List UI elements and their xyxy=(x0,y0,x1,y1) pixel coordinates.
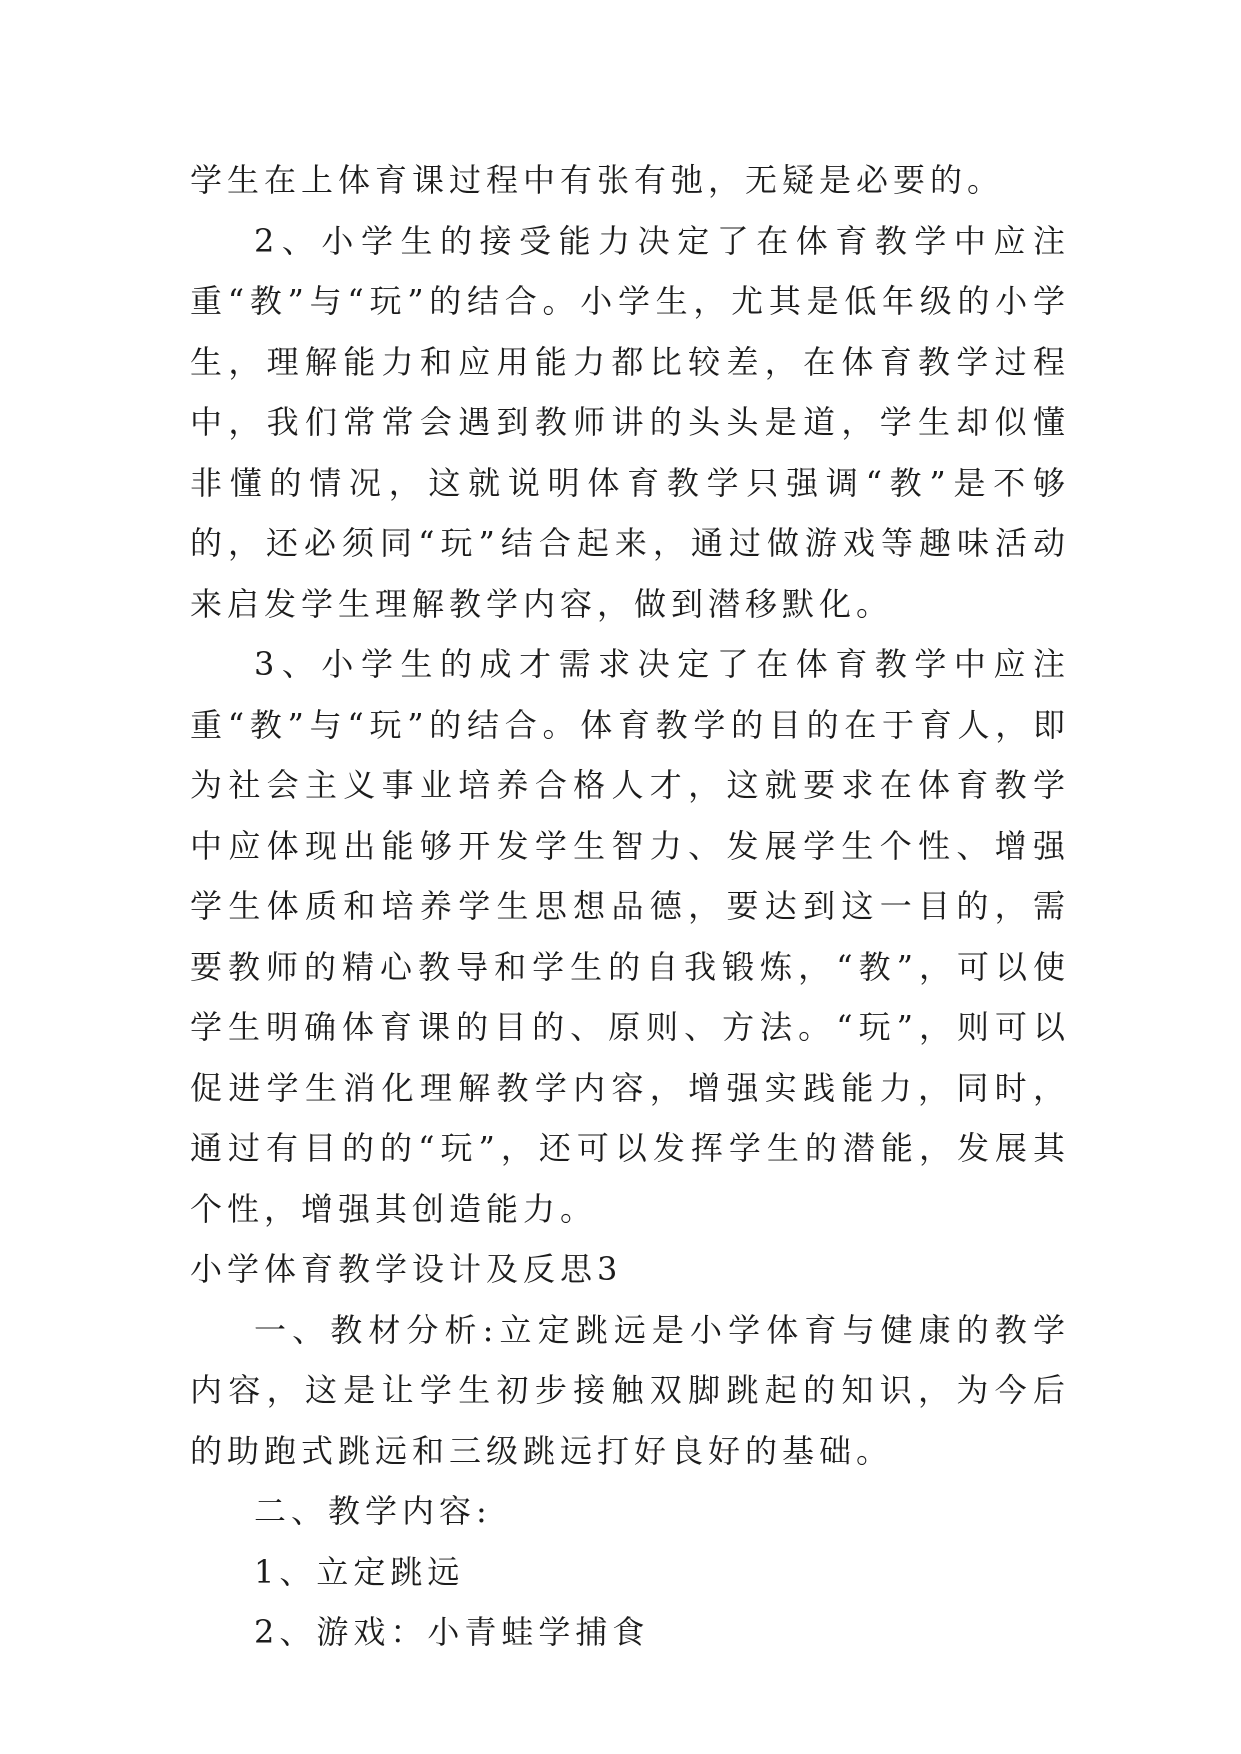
section-heading: 小学体育教学设计及反思3 xyxy=(190,1250,623,1288)
paragraph-teaching-content: 二、教学内容: xyxy=(254,1492,492,1530)
paragraph-continuation: 学生在上体育课过程中有张有弛，无疑是必要的。 xyxy=(190,161,1005,199)
list-item-2: 2、游戏：小青蛙学捕食 xyxy=(254,1613,650,1651)
list-item-1: 1、立定跳远 xyxy=(254,1552,465,1591)
paragraph-point-2: 2、小学生的接受能力决定了在体育教学中应注重“教”与“玩”的结合。小学生，尤其是低年级的小学生，理解能力和应用能力都比较差，在体育教学过程中，我们常常会遇到教师讲的头头是道，学生却似懂非懂的情况，这就说明体育教学只强调“教”是不够的，还必须同“玩”结合起来，通过做游戏等趣味活动来启发学生理解教学内容，做到潜移默化。 xyxy=(190,221,1070,623)
document-body xyxy=(190,150,1070,1663)
paragraph-point-3: 3、小学生的成才需求决定了在体育教学中应注重“教”与“玩”的结合。体育教学的目的在于育人，即为社会主义事业培养合格人才，这就要求在体育教学中应体现出能够开发学生智力、发展学生个性、增强学生体质和培养学生思想品德，要达到这一目的，需要教师的精心教导和学生的自我锻炼，“教”，可以使学生明确体育课的目的、原则、方法。“玩”，则可以促进学生消化理解教学内容，增强实践能力，同时，通过有目的的“玩”，还可以发挥学生的潜能，发展其个性，增强其创造能力。 xyxy=(190,645,1070,1228)
paragraph-material-analysis: 一、教材分析:立定跳远是小学体育与健康的教学内容，这是让学生初步接触双脚跳起的知识，为今后的助跑式跳远和三级跳远打好良好的基础。 xyxy=(190,1310,1070,1470)
